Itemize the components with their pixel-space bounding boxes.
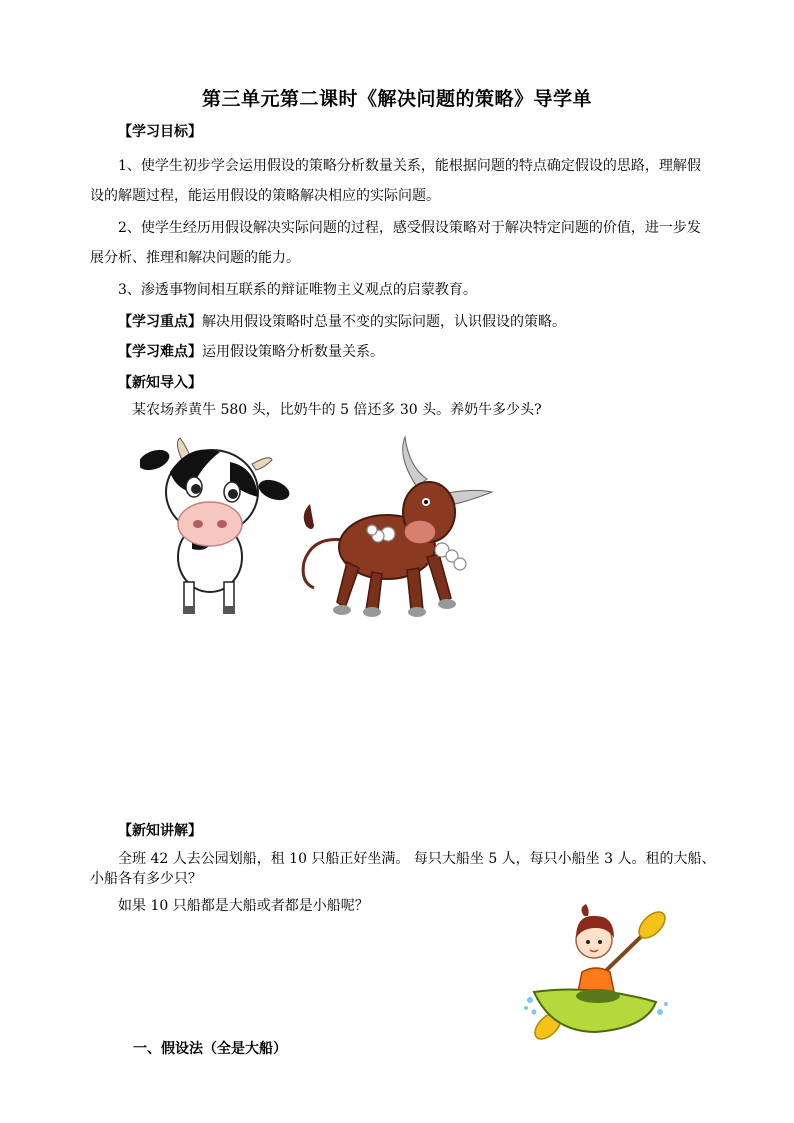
explain-heading: 【新知讲解】 xyxy=(118,823,202,839)
difficulty xyxy=(118,342,738,362)
method-1-heading: 一、假设法（全是大船） xyxy=(133,1041,287,1057)
intro-heading: 【新知导入】 xyxy=(118,375,202,391)
explain-problem-line-1: 全班 42 人去公园划船，租 10 只船正好坐满。 每只大船坐 5 人，每只小船坐 3 人。租的大船、 xyxy=(118,851,716,867)
key-point-text: 解决用假设策略时总量不变的实际问题，认识假设的策略。 xyxy=(202,314,566,330)
key-point-label: 【学习重点】 xyxy=(118,314,202,330)
goal-1-line-1: 1、使学生初步学会运用假设的策略分析数量关系，能根据问题的特点确定假设的思路，理解假 xyxy=(118,158,701,174)
kayak-girl-illustration xyxy=(520,900,670,1040)
page-title: 第三单元第二课时《解决问题的策略》导学单 xyxy=(201,88,592,110)
goal-2-line-2: 展分析、推理和解决问题的能力。 xyxy=(90,250,300,266)
dairy-cow-illustration xyxy=(140,432,290,617)
explain-question: 如果 10 只船都是大船或者都是小船呢？ xyxy=(118,898,369,914)
goal-3: 3、渗透事物间相互联系的辩证唯物主义观点的启蒙教育。 xyxy=(118,282,477,298)
key-point xyxy=(118,312,738,332)
goal-1-line-2: 设的解题过程，能运用假设的策略解决相应的实际问题。 xyxy=(90,188,440,204)
explain-problem-line-2: 小船各有多少只？ xyxy=(90,871,202,887)
bull-illustration xyxy=(292,432,502,622)
intro-problem: 某农场养黄牛 580 头，比奶牛的 5 倍还多 30 头。养奶牛多少头? xyxy=(132,402,542,418)
difficulty-label: 【学习难点】 xyxy=(118,344,202,360)
goal-2-line-1: 2、使学生经历用假设解决实际问题的过程，感受假设策略对于解决特定问题的价值，进一步发 xyxy=(118,220,701,236)
goals-heading: 【学习目标】 xyxy=(118,124,202,140)
difficulty-text: 运用假设策略分析数量关系。 xyxy=(202,344,384,360)
